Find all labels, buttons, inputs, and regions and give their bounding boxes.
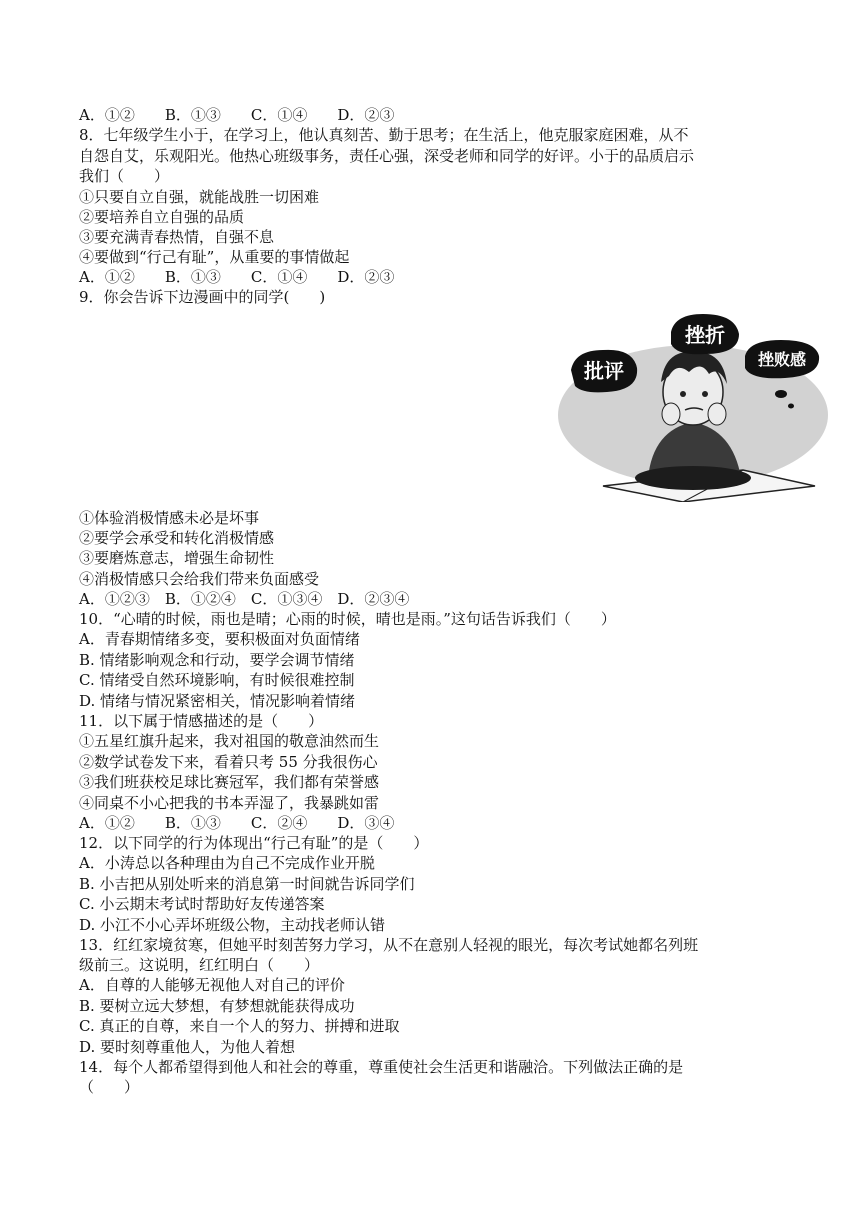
q12-stem: 12．以下同学的行为体现出“行己有耻”的是（ ） <box>79 834 429 852</box>
q11-item-2: ②数学试卷发下来，看着只考 55 分我很伤心 <box>79 753 378 771</box>
q11-item-4: ④同桌不小心把我的书本弄湿了，我暴跳如雷 <box>79 794 380 812</box>
q7-options: A．①② B．①③ C．①④ D．②③ <box>79 106 395 124</box>
q10-choice-c: C. 情绪受自然环境影响，有时候很难控制 <box>79 671 355 689</box>
q9-item-3: ③要磨炼意志，增强生命韧性 <box>79 549 275 567</box>
q8-stem-line-2: 自怨自艾，乐观阳光。他热心班级事务，责任心强，深受老师和同学的好评。小于的品质启示 <box>79 147 695 165</box>
q13-choice-c: C. 真正的自尊，来自一个人的努力、拼搏和进取 <box>79 1017 400 1035</box>
q9-item-2: ②要学会承受和转化消极情感 <box>79 529 275 547</box>
q12-choice-d: D. 小江不小心弄坏班级公物，主动找老师认错 <box>79 916 386 934</box>
q9-item-1: ①体验消极情感未必是坏事 <box>79 509 260 527</box>
q10-choice-a: A．青春期情绪多变，要积极面对负面情绪 <box>79 630 360 648</box>
q10-stem: 10．“心晴的时候，雨也是晴；心雨的时候，晴也是雨。”这句话告诉我们（ ） <box>79 610 616 628</box>
q13-stem-line-2: 级前三。这说明，红红明白（ ） <box>79 956 320 974</box>
q8-item-3: ③要充满青春热情，自强不息 <box>79 228 275 246</box>
q13-choice-b: B. 要树立远大梦想，有梦想就能获得成功 <box>79 997 355 1015</box>
q11-options: A．①② B．①③ C．②④ D．③④ <box>79 814 395 832</box>
q13-choice-a: A．自尊的人能够无视他人对自己的评价 <box>79 976 345 994</box>
word-setback: 挫折 <box>685 323 725 347</box>
q8-stem-line-3: 我们（ ） <box>79 167 170 185</box>
q8-item-2: ②要培养自立自强的品质 <box>79 208 245 226</box>
q8-options: A．①② B．①③ C．①④ D．②③ <box>79 268 395 286</box>
q11-stem: 11．以下属于情感描述的是（ ） <box>79 712 324 730</box>
q12-choice-c: C. 小云期末考试时帮助好友传递答案 <box>79 895 325 913</box>
q9-item-4: ④消极情感只会给我们带来负面感受 <box>79 570 320 588</box>
q14-stem-line-2: （ ） <box>79 1078 140 1096</box>
q11-item-1: ①五星红旗升起来，我对祖国的敬意油然而生 <box>79 732 380 750</box>
q8-stem-line-1: 8．七年级学生小于，在学习上，他认真刻苦、勤于思考；在生活上，他克服家庭困难，从不 <box>79 126 689 144</box>
q13-choice-d: D. 要时刻尊重他人，为他人着想 <box>79 1038 296 1056</box>
word-criticism: 批评 <box>584 359 624 383</box>
q8-item-4: ④要做到“行己有耻”，从重要的事情做起 <box>79 248 350 266</box>
q9-stem: 9．你会告诉下边漫画中的同学( ) <box>79 288 326 306</box>
q12-choice-b: B. 小吉把从别处听来的消息第一时间就告诉同学们 <box>79 875 415 893</box>
q14-stem-line-1: 14．每个人都希望得到他人和社会的尊重，尊重使社会生活更和谐融洽。下列做法正确的是 <box>79 1058 684 1076</box>
q10-choice-b: B. 情绪影响观念和行动，要学会调节情绪 <box>79 651 355 669</box>
q8-item-1: ①只要自立自强，就能战胜一切困难 <box>79 188 320 206</box>
q9-options: A．①②③ B．①②④ C．①③④ D．②③④ <box>79 590 410 608</box>
word-frustration: 挫败感 <box>757 350 807 369</box>
q12-choice-a: A．小涛总以各种理由为自己不完成作业开脱 <box>79 854 375 872</box>
q13-stem-line-1: 13．红红家境贫寒，但她平时刻苦努力学习，从不在意别人轻视的眼光，每次考试她都名列班 <box>79 936 699 954</box>
q11-item-3: ③我们班获校足球比赛冠军，我们都有荣誉感 <box>79 773 380 791</box>
q10-choice-d: D. 情绪与情况紧密相关，情况影响着情绪 <box>79 692 356 710</box>
cartoon-student-illustration <box>553 310 828 502</box>
